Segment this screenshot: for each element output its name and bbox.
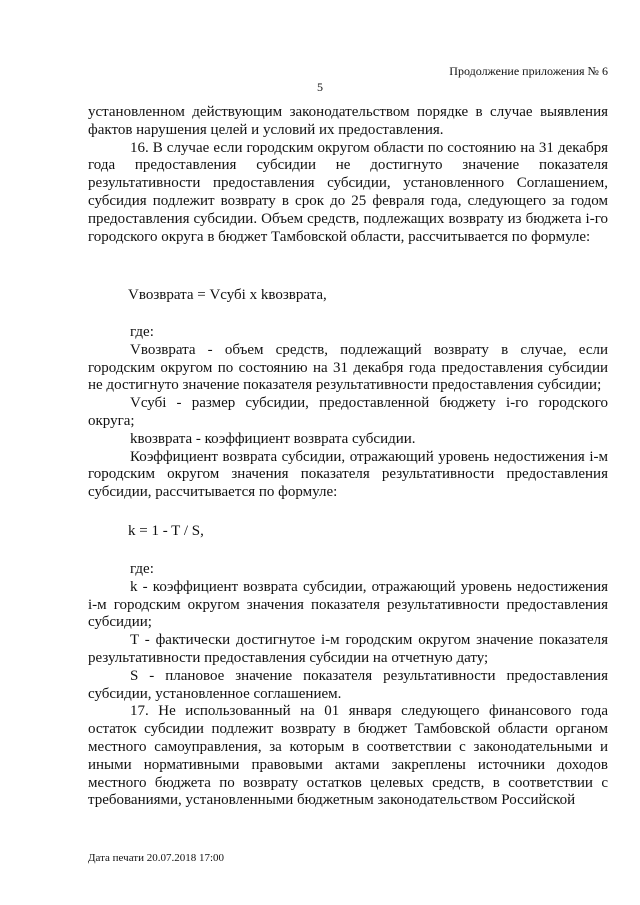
definition-t: T - фактически достигнутое i-м городским округом значение показателя результативности предоставления субсидии на отчетную дату;: [88, 632, 608, 666]
where-label-2: где:: [130, 561, 154, 577]
definition-k-return: kвозврата - коэффициент возврата субсидии.: [130, 430, 416, 447]
formula-coefficient: k = 1 - T / S,: [128, 523, 204, 539]
definitions-block-2: [88, 561, 608, 810]
where-label-1: где:: [130, 324, 154, 340]
formula-return-volume: Vвозврата = Vсубi x kвозврата,: [128, 287, 327, 303]
continuation-header: Продолжение приложения № 6: [449, 64, 608, 78]
page-number: 5: [317, 80, 323, 94]
paragraph-continued: установленном действующим законодательством порядке в случае выявления фактов нарушения целей и условий их предоставления.: [88, 104, 608, 138]
definition-s: S - плановое значение показателя результативности предоставления субсидии, установленное соглашением.: [88, 667, 608, 702]
print-date-footer: Дата печати 20.07.2018 17:00: [88, 852, 225, 864]
paragraph-17: 17. Не использованный на 01 января следующего финансового года остаток субсидии подлежит возврату в бюджет Тамбовской области органом местного самоуправления, за которым в соответствии с законодательными и иными нормативными правовыми актами закреплены источники доходов местного бюджета по возврату остатков целевых средств, в соответствии с требованиями, установленными бюджетным законодательством Российской: [88, 703, 608, 809]
paragraph-coefficient: Коэффициент возврата субсидии, отражающий уровень недостижения i-м городским округом значения показателя результативности предоставления субсидии, рассчитывается по формуле:: [88, 448, 608, 501]
definition-v-subsidy: Vсубi - размер субсидии, предоставленной бюджету i-го городского округа;: [88, 395, 608, 429]
definitions-block-1: [88, 324, 608, 502]
paragraph-16: 16. В случае если городским округом области по состоянию на 31 декабря года предоставления субсидии не достигнуто значение показателя результативности предоставления субсидии, установленного Соглашением, субсидия подлежит возврату в срок до 25 февраля года, следующего за годом предоставления субсидии. Объем средств, подлежащих возврату из бюджета i-го городского округа в бюджет Тамбовской области, рассчитывается по формуле:: [88, 139, 608, 245]
definition-v-return: Vвозврата - объем средств, подлежащий возврату в случае, если городским округом по состоянию на 31 декабря года предоставления субсидии не достигнуто значение показателя результативности предоставления субсидии;: [88, 341, 608, 394]
document-body: [88, 104, 608, 246]
definition-k: k - коэффициент возврата субсидии, отражающий уровень недостижения i-м городским округом значения показателя результативности предоставления субсидии;: [88, 578, 608, 631]
